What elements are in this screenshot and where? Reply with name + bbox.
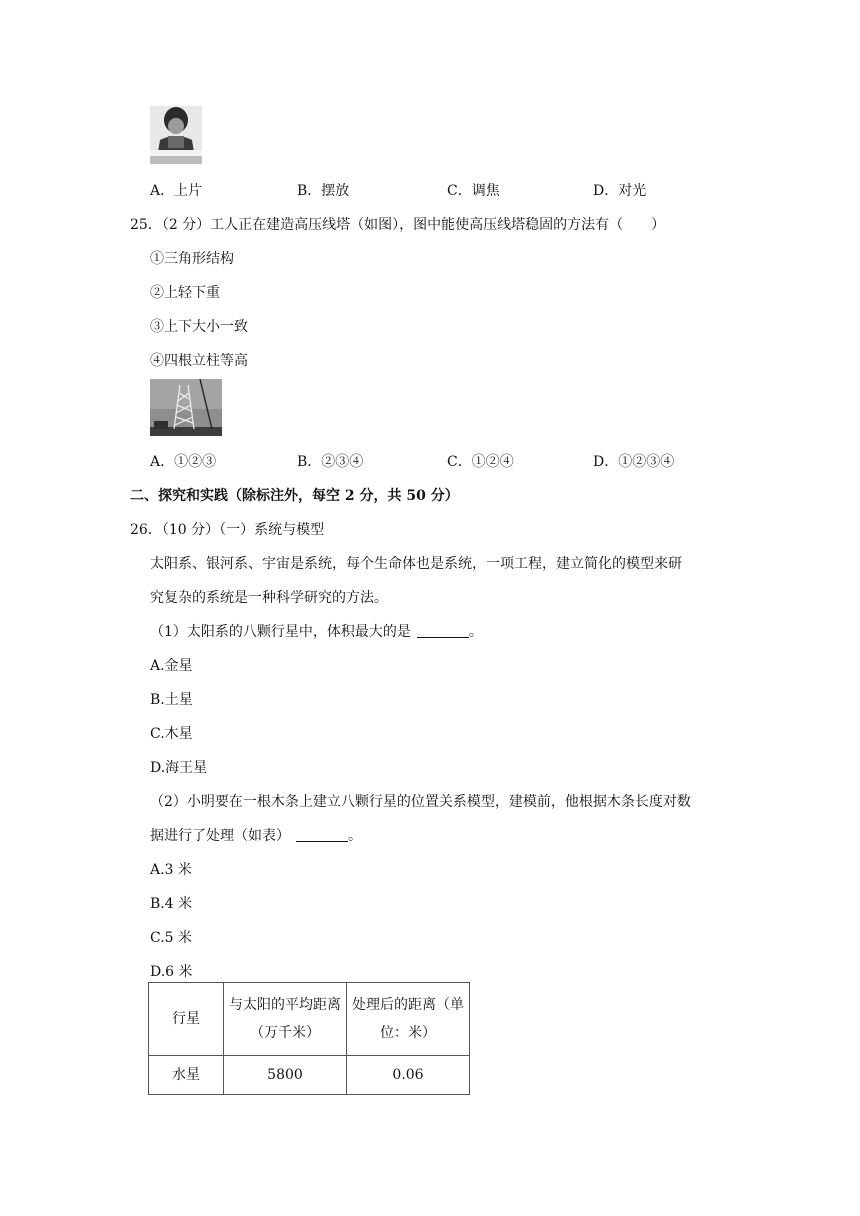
q26-sub2-option-b: B.4 米 (150, 896, 193, 912)
table-header-line: （万千米） (250, 1025, 320, 1041)
q26-sub1-blank[interactable] (417, 623, 469, 638)
q24-option-d: D．对光 (593, 183, 647, 199)
q26-sub1-end: 。 (468, 624, 483, 640)
q26-sub1-option-d: D.海王星 (150, 760, 208, 776)
q25-item-2: ②上轻下重 (150, 285, 220, 301)
microscope-figure (150, 106, 202, 164)
q25-item-3: ③上下大小一致 (150, 319, 248, 335)
q26-sub2-text: 据进行了处理（如表） (150, 828, 290, 844)
q26-paragraph-line2: 究复杂的系统是一种科学研究的方法。 (150, 590, 388, 606)
table-cell: 水星 (149, 1056, 224, 1095)
section-title: 二、探究和实践（除标注外，每空 2 分，共 50 分） (130, 488, 459, 504)
q25-option-d: D．①②③④ (593, 454, 675, 470)
table-cell: 5800 (224, 1056, 347, 1095)
q25-option-c: C．①②④ (447, 454, 514, 470)
table-header-row (149, 983, 470, 1056)
q25-option-a: A．①②③ (150, 454, 217, 470)
q25-item-1: ①三角形结构 (150, 251, 234, 267)
table-header-cell: 行星 (149, 983, 224, 1056)
tower-figure (150, 379, 222, 436)
q25-item-4: ④四根立柱等高 (150, 353, 248, 369)
table-cell: 0.06 (347, 1056, 470, 1095)
q26-sub1-text: （1）太阳系的八颗行星中，体积最大的是 (150, 624, 411, 640)
q24-option-c: C．调焦 (447, 183, 500, 199)
q25-option-b: B．②③④ (297, 454, 364, 470)
table-header-line: 处理后的距离（单 (352, 997, 464, 1013)
table-header-line: 位：米） (380, 1025, 436, 1041)
q26-sub2-end: 。 (348, 828, 362, 844)
q26-sub1-option-c: C.木星 (150, 726, 193, 742)
q26-sub1-option-a: A.金星 (150, 658, 193, 674)
q26-sub2-option-a: A.3 米 (150, 862, 192, 878)
q25-stem: 25．（2 分）工人正在建造高压线塔（如图），图中能使高压线塔稳固的方法有（ ） (130, 217, 666, 233)
table-header-cell (224, 983, 347, 1056)
q26-sub2-blank[interactable] (296, 827, 348, 842)
q24-option-b: B．摆放 (297, 183, 350, 199)
q26-sub2-line1: （2）小明要在一根木条上建立八颗行星的位置关系模型，建模前，他根据木条长度对数 (150, 794, 691, 810)
q26-sub2-option-d: D.6 米 (150, 964, 193, 980)
planet-distance-table (148, 982, 470, 1095)
q24-option-a: A．上片 (150, 183, 203, 199)
table-row (149, 1056, 470, 1095)
q26-stem: 26．（10 分）（一）系统与模型 (130, 522, 325, 538)
q26-sub2-line2 (150, 825, 362, 845)
q26-sub1-question (150, 621, 483, 641)
table-header-line: 与太阳的平均距离 (229, 997, 341, 1013)
q26-sub2-option-c: C.5 米 (150, 930, 193, 946)
q26-paragraph-line1: 太阳系、银河系、宇宙是系统，每个生命体也是系统，一项工程，建立简化的模型来研 (150, 556, 682, 572)
q26-sub1-option-b: B.土星 (150, 692, 193, 708)
table-header-cell (347, 983, 470, 1056)
